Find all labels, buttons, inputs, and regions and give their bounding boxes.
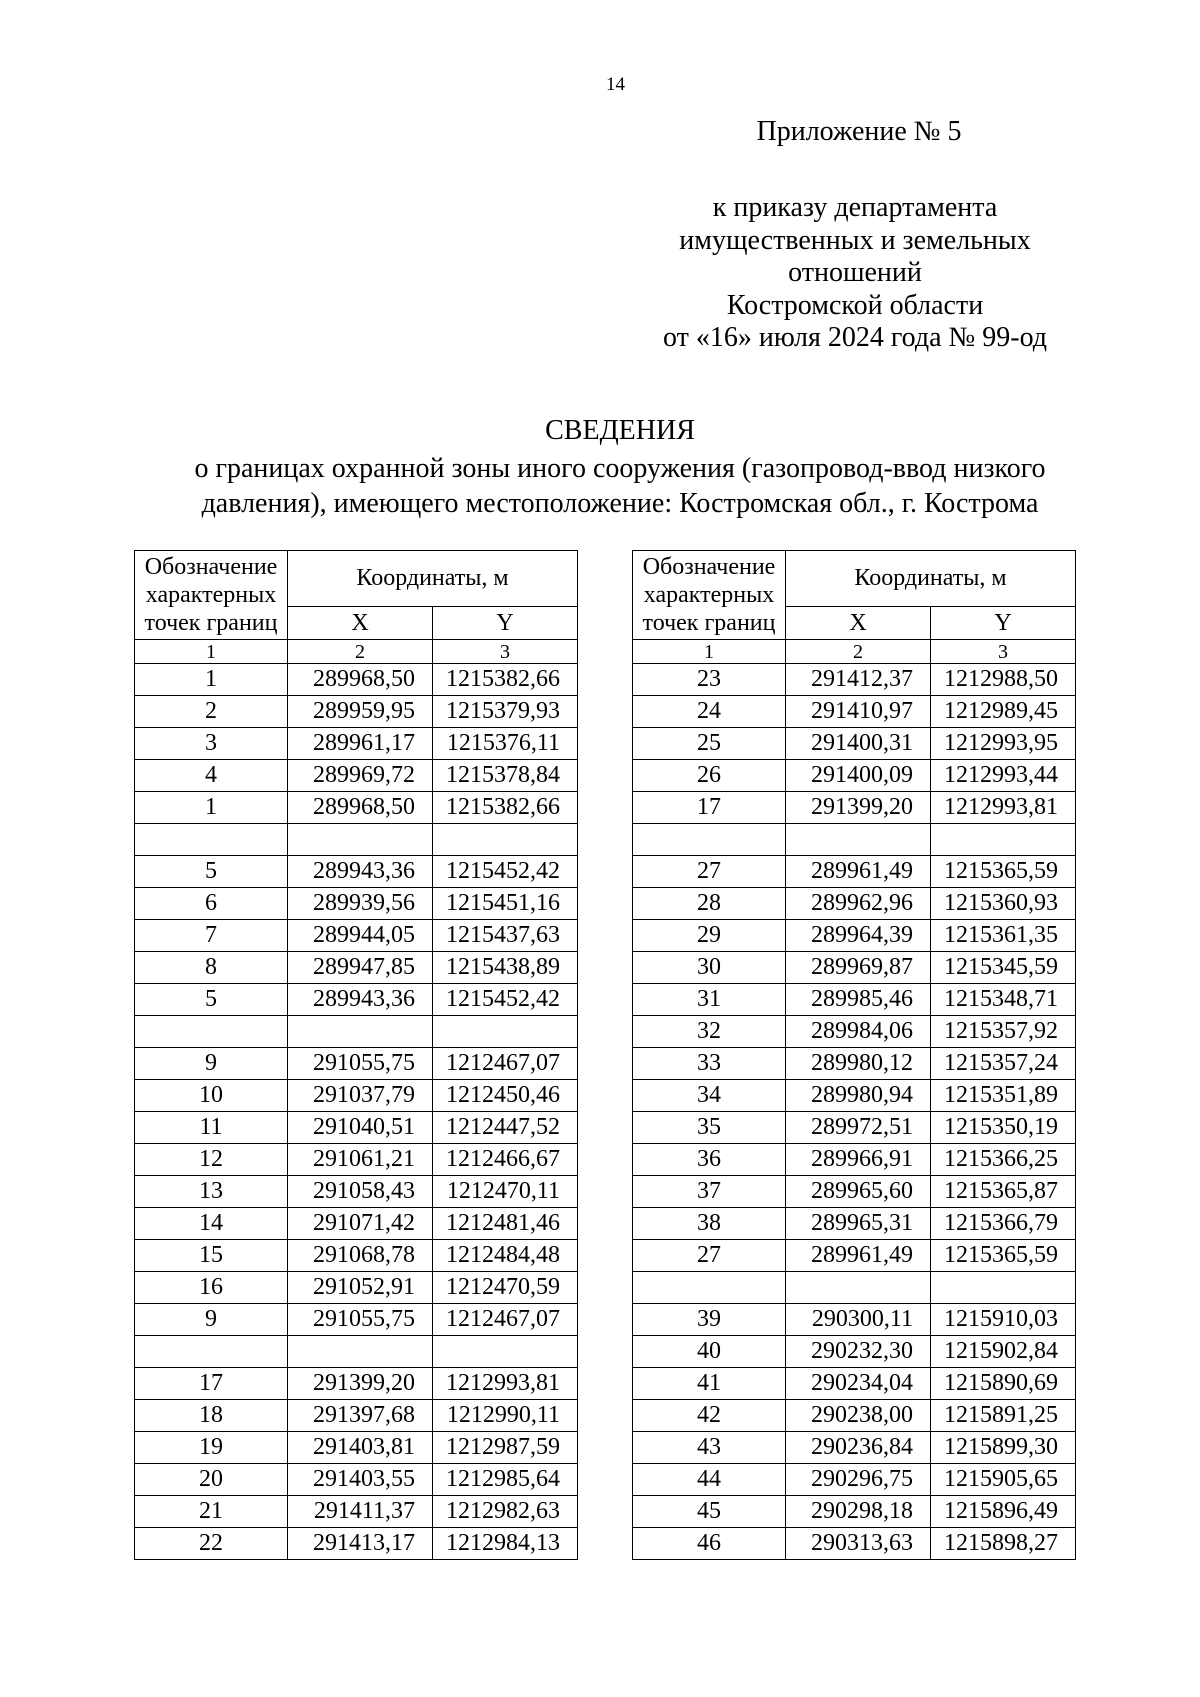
y-coordinate-cell: 1215366,79 [931, 1208, 1076, 1240]
y-coordinate-cell [931, 824, 1076, 856]
point-id-cell [135, 1336, 288, 1368]
coordinates-table-left [134, 550, 578, 1560]
y-coordinate-cell: 1215345,59 [931, 952, 1076, 984]
table-row [633, 856, 1076, 888]
table-row [135, 1240, 578, 1272]
table-row [135, 1432, 578, 1464]
table-row [633, 1240, 1076, 1272]
x-coordinate-cell: 291052,91 [288, 1272, 433, 1304]
table-row [633, 1400, 1076, 1432]
point-id-cell: 46 [633, 1528, 786, 1560]
table-row [633, 984, 1076, 1016]
table-row [633, 1208, 1076, 1240]
table-row [633, 1496, 1076, 1528]
x-coordinate-cell: 291061,21 [288, 1144, 433, 1176]
point-id-cell: 17 [135, 1368, 288, 1400]
table-row [135, 1112, 578, 1144]
order-line: имущественных и земельных [679, 224, 1031, 256]
x-coordinate-cell: 290236,84 [786, 1432, 931, 1464]
point-id-cell [633, 824, 786, 856]
x-coordinate-cell: 289980,12 [786, 1048, 931, 1080]
table-row [633, 1304, 1076, 1336]
point-id-cell: 36 [633, 1144, 786, 1176]
point-id-cell: 21 [135, 1496, 288, 1528]
y-coordinate-cell: 1215361,35 [931, 920, 1076, 952]
y-coordinate-cell: 1215351,89 [931, 1080, 1076, 1112]
point-id-cell: 5 [135, 984, 288, 1016]
x-coordinate-cell: 291058,43 [288, 1176, 433, 1208]
x-coordinate-cell: 291410,97 [786, 696, 931, 728]
point-id-cell: 41 [633, 1368, 786, 1400]
y-coordinate-cell: 1215366,25 [931, 1144, 1076, 1176]
y-coordinate-cell: 1215348,71 [931, 984, 1076, 1016]
table-row [135, 824, 578, 856]
y-coordinate-cell [433, 1336, 578, 1368]
point-id-cell: 11 [135, 1112, 288, 1144]
column-number: 3 [931, 640, 1076, 664]
point-id-cell: 39 [633, 1304, 786, 1336]
y-coordinate-cell: 1215437,63 [433, 920, 578, 952]
y-coordinate-cell: 1212993,81 [433, 1368, 578, 1400]
table-row [135, 1304, 578, 1336]
y-coordinate-cell: 1215365,87 [931, 1176, 1076, 1208]
point-id-cell: 43 [633, 1432, 786, 1464]
table-row [633, 1432, 1076, 1464]
table-row [135, 760, 578, 792]
coordinates-table-right [632, 550, 1076, 1560]
y-coordinate-cell: 1212466,67 [433, 1144, 578, 1176]
y-coordinate-cell: 1212988,50 [931, 664, 1076, 696]
point-id-cell: 31 [633, 984, 786, 1016]
y-coordinate-cell [931, 1272, 1076, 1304]
table-row [633, 728, 1076, 760]
y-coordinate-cell: 1215378,84 [433, 760, 578, 792]
point-id-cell: 9 [135, 1304, 288, 1336]
y-coordinate-cell: 1212985,64 [433, 1464, 578, 1496]
x-coordinate-cell: 291412,37 [786, 664, 931, 696]
table-row [633, 952, 1076, 984]
point-id-cell: 26 [633, 760, 786, 792]
y-coordinate-cell: 1212987,59 [433, 1432, 578, 1464]
x-coordinate-cell: 289984,06 [786, 1016, 931, 1048]
point-id-cell: 13 [135, 1176, 288, 1208]
point-id-cell: 25 [633, 728, 786, 760]
x-coordinate-cell: 291399,20 [786, 792, 931, 824]
table-row [633, 1080, 1076, 1112]
table-row [633, 1112, 1076, 1144]
x-coordinate-cell: 289969,72 [288, 760, 433, 792]
x-coordinate-cell: 289961,49 [786, 1240, 931, 1272]
x-coordinate-cell [288, 824, 433, 856]
x-coordinate-cell [786, 824, 931, 856]
point-id-cell: 35 [633, 1112, 786, 1144]
coordinates-header: Координаты, м [288, 551, 578, 607]
y-coordinate-cell: 1215376,11 [433, 728, 578, 760]
table-row [633, 1272, 1076, 1304]
document-heading: СВЕДЕНИЯ [545, 415, 695, 446]
point-id-cell: 7 [135, 920, 288, 952]
table-row [135, 920, 578, 952]
table-row [135, 1272, 578, 1304]
y-coordinate-cell: 1212467,07 [433, 1048, 578, 1080]
y-coordinate-cell: 1215382,66 [433, 664, 578, 696]
coordinates-header: Координаты, м [786, 551, 1076, 607]
y-coordinate-cell: 1215365,59 [931, 1240, 1076, 1272]
x-coordinate-cell: 289965,60 [786, 1176, 931, 1208]
column-number: 1 [633, 640, 786, 664]
y-coordinate-cell: 1212993,95 [931, 728, 1076, 760]
x-coordinate-cell: 289943,36 [288, 984, 433, 1016]
point-id-cell: 40 [633, 1336, 786, 1368]
y-coordinate-cell: 1215438,89 [433, 952, 578, 984]
x-coordinate-cell: 289968,50 [288, 792, 433, 824]
table-row [135, 1208, 578, 1240]
point-id-cell: 4 [135, 760, 288, 792]
x-coordinate-cell: 289966,91 [786, 1144, 931, 1176]
table-row [135, 1016, 578, 1048]
x-coordinate-cell: 291400,31 [786, 728, 931, 760]
table-row [135, 888, 578, 920]
x-coordinate-cell: 289959,95 [288, 696, 433, 728]
point-id-cell: 5 [135, 856, 288, 888]
y-coordinate-cell: 1215357,24 [931, 1048, 1076, 1080]
x-coordinate-cell: 290234,04 [786, 1368, 931, 1400]
order-line: от «16» июля 2024 года № 99-од [662, 322, 1048, 353]
table-row [135, 1080, 578, 1112]
point-id-cell: 29 [633, 920, 786, 952]
table-row [633, 1336, 1076, 1368]
y-header: Y [931, 607, 1076, 640]
point-id-cell: 1 [135, 664, 288, 696]
table-row [633, 1528, 1076, 1560]
x-coordinate-cell: 289969,87 [786, 952, 931, 984]
point-id-cell: 8 [135, 952, 288, 984]
y-coordinate-cell: 1215452,42 [433, 984, 578, 1016]
table-row [135, 1144, 578, 1176]
table-row [135, 984, 578, 1016]
x-coordinate-cell: 289962,96 [786, 888, 931, 920]
point-id-cell: 10 [135, 1080, 288, 1112]
table-row [135, 792, 578, 824]
x-coordinate-cell: 291403,55 [288, 1464, 433, 1496]
x-coordinate-cell: 291413,17 [288, 1528, 433, 1560]
x-coordinate-cell: 290296,75 [786, 1464, 931, 1496]
point-id-cell: 17 [633, 792, 786, 824]
y-coordinate-cell: 1215360,93 [931, 888, 1076, 920]
y-coordinate-cell: 1215902,84 [931, 1336, 1076, 1368]
x-coordinate-cell: 291055,75 [288, 1304, 433, 1336]
y-coordinate-cell: 1212984,13 [433, 1528, 578, 1560]
x-coordinate-cell: 290313,63 [786, 1528, 931, 1560]
table-row [135, 1496, 578, 1528]
y-coordinate-cell: 1215898,27 [931, 1528, 1076, 1560]
y-coordinate-cell: 1212982,63 [433, 1496, 578, 1528]
table-row [135, 664, 578, 696]
table-row [633, 760, 1076, 792]
table-row [135, 1368, 578, 1400]
point-id-cell: 3 [135, 728, 288, 760]
column-number: 2 [786, 640, 931, 664]
y-coordinate-cell: 1215382,66 [433, 792, 578, 824]
x-coordinate-cell [288, 1336, 433, 1368]
y-coordinate-cell: 1212993,81 [931, 792, 1076, 824]
column-number: 3 [433, 640, 578, 664]
x-coordinate-cell: 289964,39 [786, 920, 931, 952]
y-coordinate-cell: 1212990,11 [433, 1400, 578, 1432]
table-row [633, 824, 1076, 856]
y-coordinate-cell: 1215451,16 [433, 888, 578, 920]
x-coordinate-cell: 290238,00 [786, 1400, 931, 1432]
x-coordinate-cell: 291411,37 [288, 1496, 433, 1528]
table-row [633, 1464, 1076, 1496]
x-coordinate-cell: 289947,85 [288, 952, 433, 984]
table-row [135, 1400, 578, 1432]
table-row [135, 952, 578, 984]
x-coordinate-cell: 290298,18 [786, 1496, 931, 1528]
x-coordinate-cell: 291055,75 [288, 1048, 433, 1080]
x-coordinate-cell: 289961,49 [786, 856, 931, 888]
point-id-cell: 28 [633, 888, 786, 920]
y-coordinate-cell: 1215890,69 [931, 1368, 1076, 1400]
x-coordinate-cell: 289961,17 [288, 728, 433, 760]
y-coordinate-cell: 1215379,93 [433, 696, 578, 728]
point-id-cell: 22 [135, 1528, 288, 1560]
table-row [135, 856, 578, 888]
table-row [135, 728, 578, 760]
x-coordinate-cell: 291068,78 [288, 1240, 433, 1272]
point-id-cell: 33 [633, 1048, 786, 1080]
table-row [135, 1176, 578, 1208]
x-header: X [288, 607, 433, 640]
point-id-cell: 32 [633, 1016, 786, 1048]
table-row [135, 696, 578, 728]
x-coordinate-cell: 289939,56 [288, 888, 433, 920]
table-row [633, 920, 1076, 952]
point-id-cell: 19 [135, 1432, 288, 1464]
y-coordinate-cell [433, 824, 578, 856]
x-coordinate-cell: 289943,36 [288, 856, 433, 888]
y-coordinate-cell: 1212481,46 [433, 1208, 578, 1240]
table-row [633, 664, 1076, 696]
column-number: 1 [135, 640, 288, 664]
y-coordinate-cell: 1215905,65 [931, 1464, 1076, 1496]
x-coordinate-cell: 290232,30 [786, 1336, 931, 1368]
y-coordinate-cell: 1215365,59 [931, 856, 1076, 888]
point-id-cell: 38 [633, 1208, 786, 1240]
x-coordinate-cell: 289980,94 [786, 1080, 931, 1112]
point-label-header: Обозначение характерных точек границ [135, 551, 288, 640]
table-row [135, 1336, 578, 1368]
table-row [135, 1048, 578, 1080]
y-coordinate-cell: 1215452,42 [433, 856, 578, 888]
table-row [633, 1176, 1076, 1208]
y-coordinate-cell: 1212470,59 [433, 1272, 578, 1304]
point-id-cell: 24 [633, 696, 786, 728]
x-coordinate-cell: 290300,11 [786, 1304, 931, 1336]
x-coordinate-cell: 291400,09 [786, 760, 931, 792]
order-line: отношений [788, 257, 922, 288]
y-coordinate-cell [433, 1016, 578, 1048]
point-id-cell: 12 [135, 1144, 288, 1176]
x-coordinate-cell [288, 1016, 433, 1048]
document-subtitle: о границах охранной зоны иного сооружения (газопровод-ввод низкого давления), имеющего местоположение: Костромская обл., г. Кострома [194, 453, 1046, 519]
x-coordinate-cell [786, 1272, 931, 1304]
y-coordinate-cell: 1212989,45 [931, 696, 1076, 728]
y-coordinate-cell: 1215891,25 [931, 1400, 1076, 1432]
order-reference [648, 192, 1062, 355]
point-id-cell: 45 [633, 1496, 786, 1528]
table-row [633, 1368, 1076, 1400]
x-coordinate-cell: 289968,50 [288, 664, 433, 696]
x-coordinate-cell: 291397,68 [288, 1400, 433, 1432]
table-row [135, 1464, 578, 1496]
x-coordinate-cell: 291037,79 [288, 1080, 433, 1112]
table-row [135, 1528, 578, 1560]
point-id-cell [135, 1016, 288, 1048]
y-coordinate-cell: 1212993,44 [931, 760, 1076, 792]
y-coordinate-cell: 1215899,30 [931, 1432, 1076, 1464]
x-coordinate-cell: 291040,51 [288, 1112, 433, 1144]
point-id-cell: 27 [633, 1240, 786, 1272]
point-id-cell: 6 [135, 888, 288, 920]
point-id-cell: 23 [633, 664, 786, 696]
table-row [633, 1048, 1076, 1080]
x-coordinate-cell: 291399,20 [288, 1368, 433, 1400]
point-label-header: Обозначение характерных точек границ [633, 551, 786, 640]
table-row [633, 888, 1076, 920]
y-coordinate-cell: 1212467,07 [433, 1304, 578, 1336]
x-coordinate-cell: 289944,05 [288, 920, 433, 952]
y-coordinate-cell: 1215357,92 [931, 1016, 1076, 1048]
table-row [633, 792, 1076, 824]
point-id-cell: 37 [633, 1176, 786, 1208]
point-id-cell: 42 [633, 1400, 786, 1432]
y-coordinate-cell: 1215350,19 [931, 1112, 1076, 1144]
x-header: X [786, 607, 931, 640]
point-id-cell: 2 [135, 696, 288, 728]
order-line: Костромской области [726, 289, 984, 321]
y-coordinate-cell: 1215910,03 [931, 1304, 1076, 1336]
table-row [633, 1144, 1076, 1176]
point-id-cell: 14 [135, 1208, 288, 1240]
y-coordinate-cell: 1212470,11 [433, 1176, 578, 1208]
table-row [633, 696, 1076, 728]
point-id-cell: 1 [135, 792, 288, 824]
x-coordinate-cell: 289972,51 [786, 1112, 931, 1144]
appendix-title: Приложение № 5 [756, 116, 962, 147]
x-coordinate-cell: 291071,42 [288, 1208, 433, 1240]
point-id-cell: 34 [633, 1080, 786, 1112]
page-number: 14 [606, 74, 625, 95]
point-id-cell: 30 [633, 952, 786, 984]
point-id-cell: 27 [633, 856, 786, 888]
x-coordinate-cell: 291403,81 [288, 1432, 433, 1464]
point-id-cell: 44 [633, 1464, 786, 1496]
point-id-cell: 9 [135, 1048, 288, 1080]
x-coordinate-cell: 289985,46 [786, 984, 931, 1016]
table-row [633, 1016, 1076, 1048]
point-id-cell: 18 [135, 1400, 288, 1432]
y-coordinate-cell: 1212484,48 [433, 1240, 578, 1272]
column-number: 2 [288, 640, 433, 664]
y-coordinate-cell: 1212447,52 [433, 1112, 578, 1144]
point-id-cell [633, 1272, 786, 1304]
point-id-cell: 20 [135, 1464, 288, 1496]
y-coordinate-cell: 1215896,49 [931, 1496, 1076, 1528]
point-id-cell: 15 [135, 1240, 288, 1272]
point-id-cell: 16 [135, 1272, 288, 1304]
x-coordinate-cell: 289965,31 [786, 1208, 931, 1240]
y-header: Y [433, 607, 578, 640]
order-line: к приказу департамента [712, 192, 998, 223]
point-id-cell [135, 824, 288, 856]
y-coordinate-cell: 1212450,46 [433, 1080, 578, 1112]
